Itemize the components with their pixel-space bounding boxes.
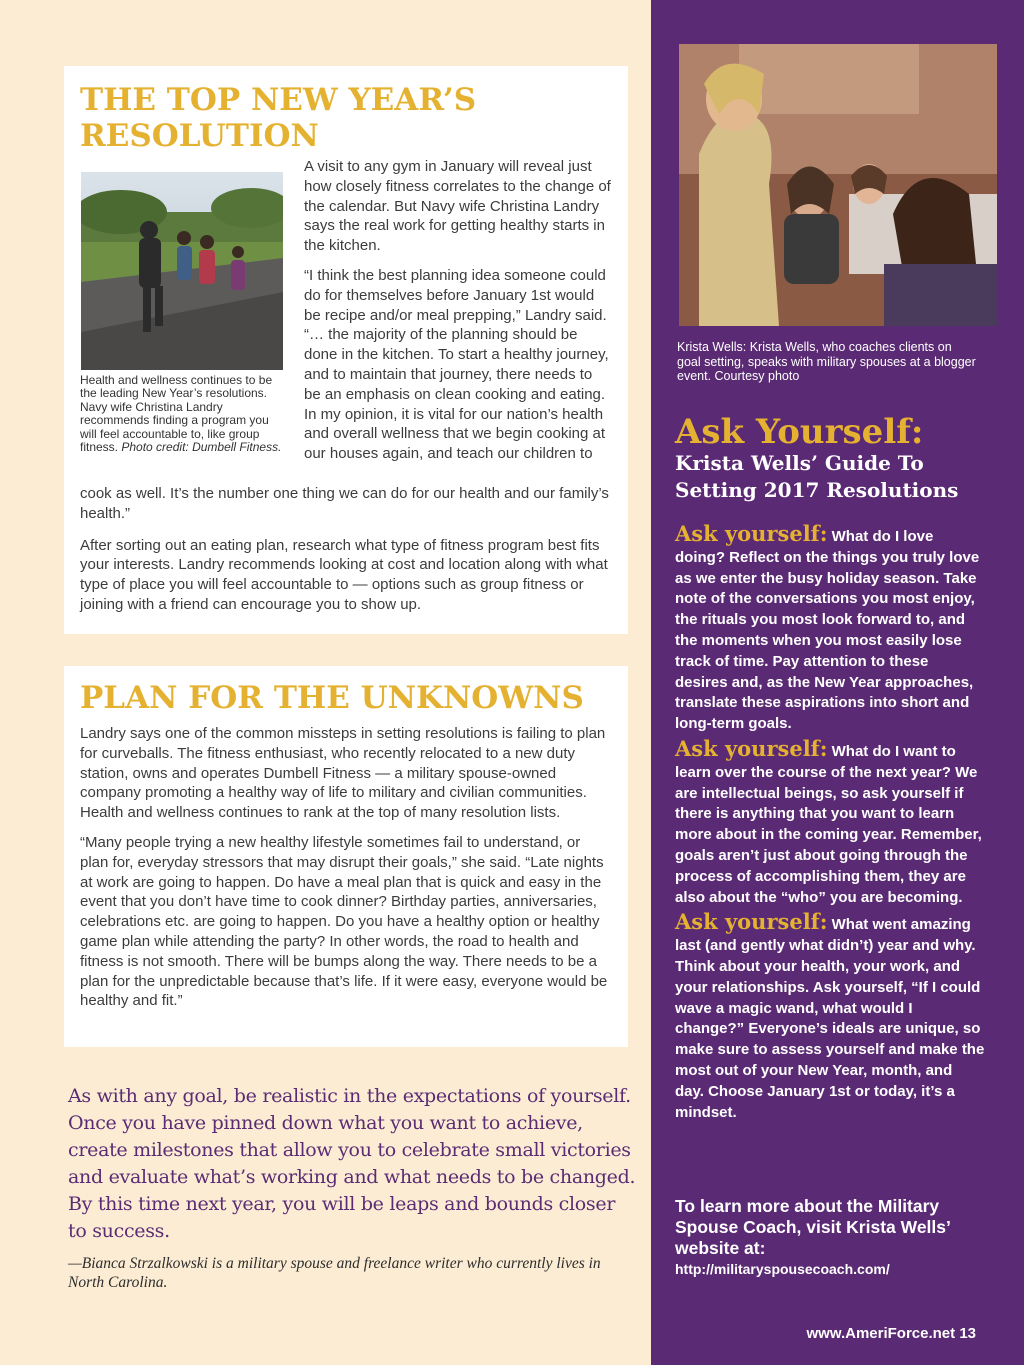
- paragraph: Landry says one of the common missteps in setting resolutions is failing to plan for curveballs. The fitness enthusiast, who recently relocated to a new duty station, owns and operates Dumbell Fitness — a military spouse-owned company promoting a healthy way of life to military and civilian communities. Health and wellness continues to rank at the top of many resolution lists.: [80, 725, 606, 822]
- caption-text: Health and wellness continues to be the leading New Year’s resolutions. Navy wife Christina Landry recommends finding a program you will feel accountable to, like group fitness.: [80, 373, 273, 455]
- paragraph: After sorting out an eating plan, research what type of fitness program best fits your interests. Landry recommends looking at cost and location along with what type of place you will feel accountable to — options such as group fitness or joining with a friend can encourage you to show up.: [80, 536, 608, 613]
- tip-item: [675, 521, 985, 735]
- tips-list: [675, 521, 985, 1127]
- tip-text: What went amazing last (and gently what didn’t) year and why. Think about your health, your work, and your relationships. Ask yourself, “If I could wave a magic wand, what would I change?” Everyone’s ideals are unique, so make sure to assess yourself and make the most out of your New Year, month, and day. Choose January 1st or today, it’s a mindset.: [675, 916, 985, 1121]
- article-column: [304, 157, 612, 474]
- paragraph: “I think the best planning idea someone could do for themselves before January 1st would be recipe and/or meal prepping,” Landry said. “… the majority of the planning should be done in the kitchen. To start a healthy journey, and to maintain that journey, there needs to be an emphasis on clean cooking and eating. In my opinion, it is vital for our nation’s health and overall wellness that we begin cooking at our houses again, and teach our children to: [304, 266, 609, 463]
- article-section-top-resolution: [64, 66, 628, 634]
- tip-text: What do I want to learn over the course of the next year? We are intellectual beings, so ask yourself if there is anything that you want to learn more about in the coming year. Remember, goals aren’t just about going through the process of accomplishing them, they are also about the “who” you are becoming.: [675, 742, 982, 906]
- photo-caption: [80, 374, 288, 454]
- closing-paragraph: As with any goal, be realistic in the expectations of yourself. Once you have pinned down what you want to achieve, create milestones that allow you to celebrate small victories and evaluate what’s working and what needs to be changed. By this time next year, you will be leaps and bounds closer to success.: [68, 1085, 636, 1242]
- tip-text: What do I love doing? Reflect on the things you truly love as we enter the busy holiday season. Take note of the conversations you most enjoy, the rituals you most look forward to, and the moments when you most easily lose track of time. Pay attention to these desires and, as the New Year approaches, translate these aspirations into short and long-term goals.: [675, 528, 980, 733]
- tip-lead: Ask yourself:: [675, 735, 828, 761]
- paragraph: A visit to any gym in January will reveal just how closely fitness correlates to the change of the calendar. But Navy wife Christina Landry says the real work for getting healthy starts in the kitchen.: [304, 158, 611, 255]
- sidebar-title: Ask Yourself:: [675, 412, 924, 452]
- coach-photo: [679, 44, 997, 326]
- article-section-plan-unknowns: [64, 666, 628, 1047]
- section-heading: PLAN FOR THE UNKNOWNS: [80, 680, 584, 716]
- fitness-photo: [81, 172, 283, 370]
- tip-lead: Ask yourself:: [675, 909, 828, 935]
- tip-item: [675, 735, 985, 908]
- article-continuation: [80, 484, 618, 627]
- learn-more-text: To learn more about the Military Spouse Coach, visit Krista Wells’ website at:: [675, 1196, 950, 1258]
- article-column: [80, 724, 610, 1021]
- tip-lead: Ask yourself:: [675, 521, 828, 546]
- page-footer: www.AmeriForce.net 13: [806, 1325, 976, 1342]
- sidebar-subtitle: Krista Wells’ Guide To Setting 2017 Resolutions: [675, 451, 959, 502]
- paragraph: “Many people trying a new healthy lifestyle sometimes fail to understand, or plan for, everyday stressors that may disrupt their goals,” she said. “Late nights at work are going to happen. Do have a meal plan that is quick and easy in the event that you don’t have time to cook dinner? Birthday parties, anniversaries, celebrations etc. are going to happen. Do you have a healthy option or healthy game plan while attending the party? In other words, the road to health and fitness is not smooth. There will be bumps along the way. There needs to be a plan for the unpredictable because that’s life. If it were easy, everyone would be healthy and fit.”: [80, 833, 608, 1010]
- photo-caption: Krista Wells: Krista Wells, who coaches clients on goal setting, speaks with military spouses at a blogger event. Courtesy photo: [677, 340, 976, 383]
- sidebar-ask-yourself: [651, 0, 1024, 1365]
- section-heading: THE TOP NEW YEAR’S RESOLUTION: [80, 82, 477, 154]
- website-link[interactable]: http://militaryspousecoach.com/: [675, 1261, 890, 1277]
- paragraph: cook as well. It’s the number one thing we can do for our health and our family’s health.”: [80, 485, 609, 522]
- author-byline: —Bianca Strzalkowski is a military spouse and freelance writer who currently lives in North Carolina.: [68, 1255, 601, 1291]
- tip-item: [675, 909, 985, 1123]
- photo-credit: Photo credit: Dumbell Fitness.: [121, 440, 282, 455]
